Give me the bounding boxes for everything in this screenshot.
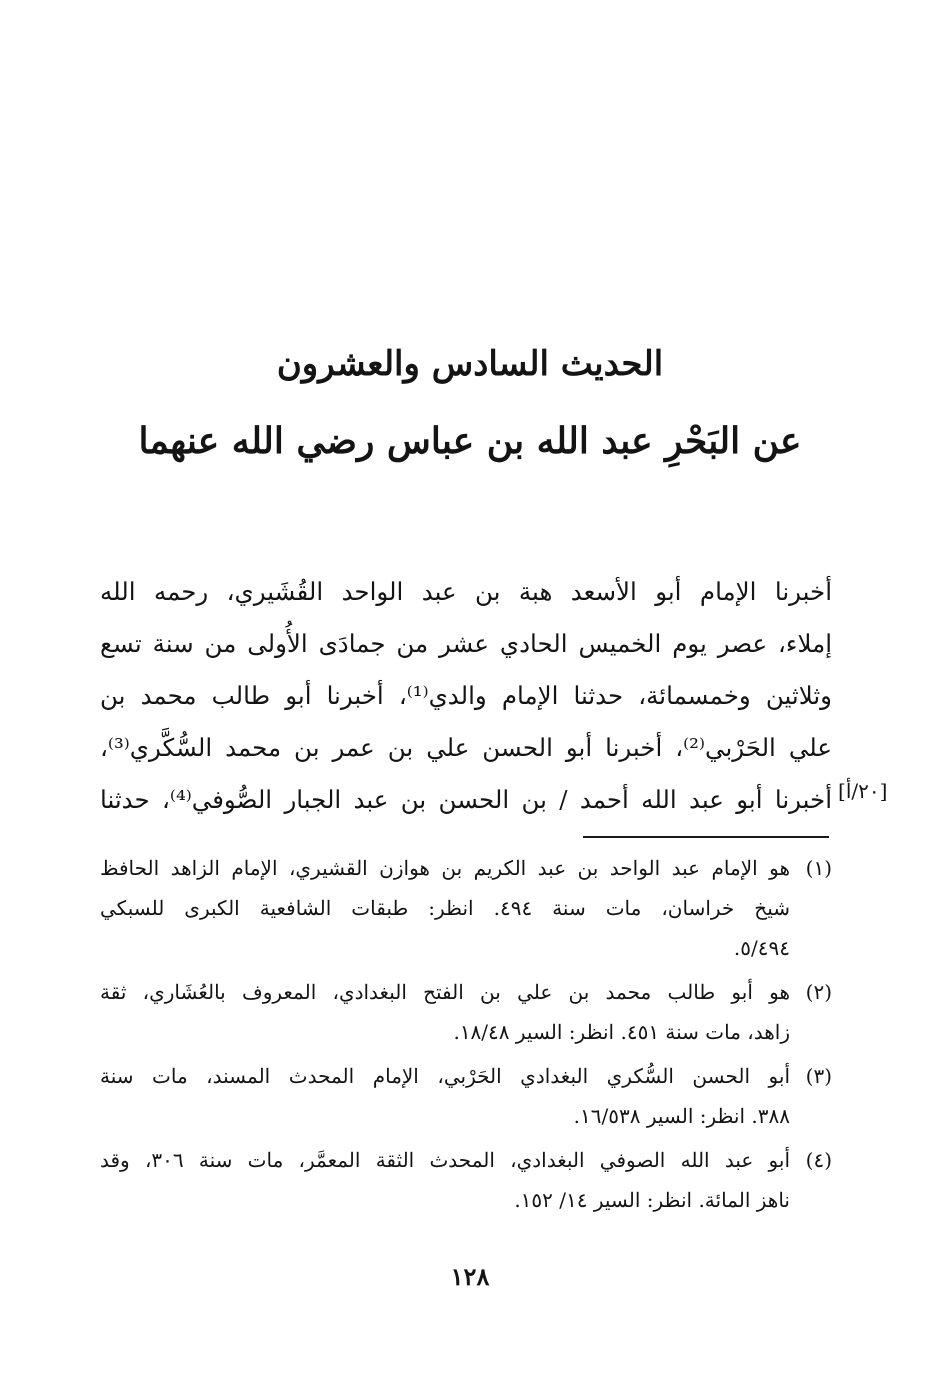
- footnote-item: [100, 848, 832, 968]
- footnote-item: [100, 1140, 832, 1220]
- body-line: أخبرنا الإمام أبو الأسعد هبة بن عبد الواحد القُشَيري، رحمه الله: [100, 577, 832, 606]
- footnote-item: [100, 1056, 832, 1136]
- footnote-line: هو أبو طالب محمد بن علي بن الفتح البغدادي، المعروف بالعُشَاري، ثقة: [100, 980, 790, 1004]
- manuscript-folio-marker: [٢٠/أ]: [838, 779, 888, 803]
- footnote-line: ناهز المائة. انظر: السير ١٤/ ١٥٢.: [514, 1188, 790, 1212]
- footnote-number: (٢): [805, 980, 832, 1004]
- footnote-divider: [583, 836, 829, 838]
- body-line: علي الحَرْبي⁽²⁾، أخبرنا أبو الحسن علي بن عمر بن محمد السُّكَّري⁽³⁾،: [100, 733, 832, 762]
- body-line: أخبرنا أبو عبد الله أحمد / بن الحسن بن عبد الجبار الصُّوفي⁽⁴⁾، حدثنا: [100, 785, 833, 814]
- footnote-number: (٣): [805, 1064, 832, 1088]
- footnote-line: ٥/٤٩٤.: [733, 936, 790, 960]
- footnote-line: هو الإمام عبد الواحد بن عبد الكريم بن هوازن القشيري، الإمام الزاهد الحافظ: [100, 856, 790, 880]
- footnote-line: زاهد، مات سنة ٤٥١. انظر: السير ١٨/٤٨.: [453, 1020, 790, 1044]
- hadith-body: [100, 566, 832, 826]
- footnotes: [100, 848, 832, 1224]
- hadith-title: الحديث السادس والعشرون: [276, 344, 664, 384]
- body-line: إملاء، عصر يوم الخميس الحادي عشر من جمادَى الأُولى من سنة تسع: [100, 629, 832, 658]
- footnote-line: شيخ خراسان، مات سنة ٤٩٤. انظر: طبقات الشافعية الكبرى للسبكي: [100, 896, 791, 920]
- footnote-line: ٣٨٨. انظر: السير ١٦/٥٣٨.: [573, 1104, 790, 1128]
- footnote-item: [100, 972, 832, 1052]
- footnote-line: أبو الحسن السُّكري البغدادي الحَرْبي، الإمام المحدث المسند، مات سنة: [100, 1064, 790, 1088]
- page-number: ١٢٨: [450, 1262, 490, 1291]
- footnote-number: (٤): [805, 1148, 832, 1172]
- footnote-number: (١): [805, 856, 832, 880]
- body-line: وثلاثين وخمسمائة، حدثنا الإمام والدي⁽¹⁾، أخبرنا أبو طالب محمد بن: [100, 681, 832, 710]
- footnote-line: أبو عبد الله الصوفي البغدادي، المحدث الثقة المعمَّر، مات سنة ٣٠٦، وقد: [100, 1148, 790, 1172]
- hadith-subtitle: عن البَحْرِ عبد الله بن عباس رضي الله عنهما: [138, 420, 802, 462]
